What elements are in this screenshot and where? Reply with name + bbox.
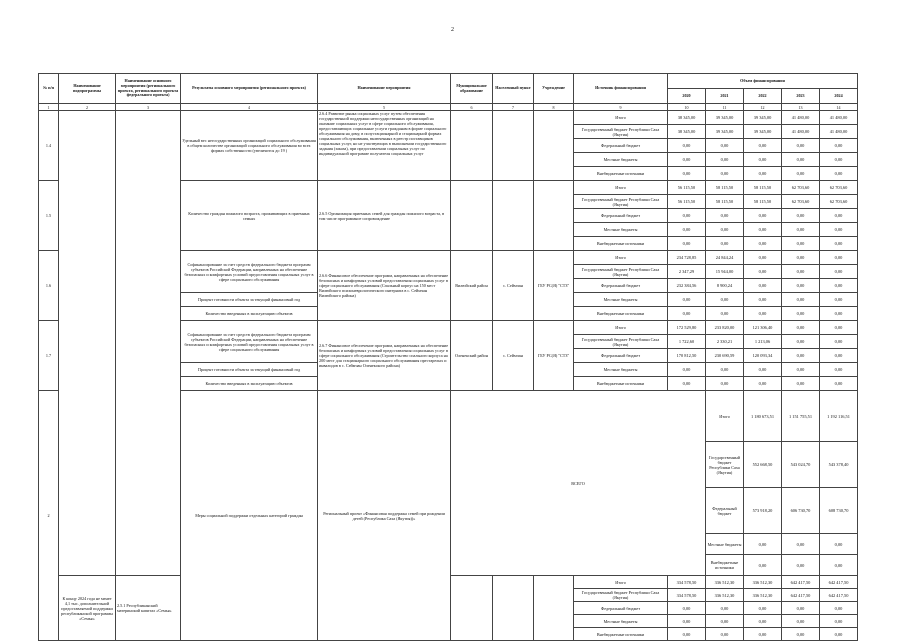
value-cell: 0,00 — [782, 628, 820, 641]
source-cell: Итого — [574, 251, 668, 265]
value-cell: 336 512,30 — [744, 576, 782, 589]
row-number: 1.7 — [39, 321, 59, 391]
municipality-cell-empty — [451, 111, 493, 181]
column-number: 13 — [782, 104, 820, 111]
value-cell: 39 345,00 — [706, 111, 744, 125]
value-cell: 0,00 — [744, 209, 782, 223]
value-cell: 0,00 — [668, 363, 706, 377]
value-cell: 0,00 — [706, 293, 744, 307]
institution-cell-empty — [534, 181, 574, 251]
value-cell: 608 730,70 — [820, 488, 858, 534]
value-cell: 0,00 — [782, 335, 820, 349]
value-cell: 0,00 — [668, 377, 706, 391]
value-cell: 0,00 — [820, 223, 858, 237]
source-cell: Федеральный бюджет — [706, 488, 744, 534]
main-event-cell: Региональный проект «Финансовая поддержка семей при рождении детей (Республика Саха (Якутия))» — [318, 391, 451, 641]
source-cell: Местные бюджеты — [574, 223, 668, 237]
value-cell: 0,00 — [706, 237, 744, 251]
header-subprogram: Наименование подпрограммы — [59, 74, 116, 104]
value-cell: 15 944,00 — [706, 265, 744, 279]
institution-cell-empty — [534, 576, 574, 641]
value-cell: 0,00 — [668, 293, 706, 307]
value-cell: 0,00 — [820, 293, 858, 307]
value-cell: 62 703,60 — [820, 195, 858, 209]
source-cell: Местные бюджеты — [574, 293, 668, 307]
event-cell: 2.6.7 Финансовое обеспечение программ, направленных на обеспечение безопасных и комфортных условий предоставления социальных услуг в сфере социального обслуживания (Строительство спального корпуса на 200 мест для стационарного социального обслуживания престарелых и инвалидов в с. Сеймчан Оленекского района) — [318, 321, 451, 391]
value-cell: 0,00 — [782, 555, 820, 576]
value-cell: 0,00 — [820, 139, 858, 153]
value-cell: 0,00 — [820, 321, 858, 335]
source-cell: Местные бюджеты — [574, 153, 668, 167]
column-number: 8 — [534, 104, 574, 111]
value-cell: 0,00 — [744, 377, 782, 391]
source-cell: Итого — [706, 391, 744, 442]
source-cell: Государственный бюджет Республики Саха (Якутия) — [574, 335, 668, 349]
value-cell: 0,00 — [744, 628, 782, 641]
value-cell: 0,00 — [706, 223, 744, 237]
column-number: 12 — [744, 104, 782, 111]
value-cell: 41 480,00 — [820, 111, 858, 125]
value-cell: 0,00 — [782, 377, 820, 391]
source-cell: Государственный бюджет Республики Саха (Якутия) — [706, 442, 744, 488]
value-cell: 334 578,50 — [668, 589, 706, 602]
value-cell: 0,00 — [744, 153, 782, 167]
value-cell: 0,00 — [668, 153, 706, 167]
header-settlement: Населенный пункт — [493, 74, 534, 104]
column-numbers-row — [39, 104, 858, 111]
result-cell: Количество введенных в эксплуатацию объектов — [181, 377, 318, 391]
settlement-cell: с. Сеймчан — [493, 321, 534, 391]
header-results: Результаты основного мероприятия (регионального проекта) — [181, 74, 318, 104]
value-cell: 24 844,24 — [706, 251, 744, 265]
value-cell: 0,00 — [782, 139, 820, 153]
result-cell: Процент готовности объекта за текущий финансовый год — [181, 363, 318, 377]
value-cell: 0,00 — [668, 223, 706, 237]
table-header-row — [39, 74, 858, 89]
value-cell: 0,00 — [820, 307, 858, 321]
value-cell: 0,00 — [782, 321, 820, 335]
source-cell: Государственный бюджет Республики Саха (Якутия) — [574, 195, 668, 209]
value-cell: 642 417,50 — [820, 576, 858, 589]
value-cell: 58 115,50 — [744, 195, 782, 209]
value-cell: 62 703,60 — [782, 195, 820, 209]
main-event-cell-empty — [116, 111, 181, 576]
value-cell: 336 512,30 — [706, 576, 744, 589]
value-cell: 38 345,00 — [668, 111, 706, 125]
value-cell: 41 480,00 — [782, 125, 820, 139]
value-cell: 0,00 — [706, 377, 744, 391]
total-label: ВСЕГО — [451, 391, 706, 576]
value-cell: 0,00 — [782, 237, 820, 251]
header-year: 2022 — [744, 89, 782, 104]
source-cell: Итого — [574, 321, 668, 335]
value-cell: 0,00 — [744, 237, 782, 251]
header-institution: Учреждение — [534, 74, 574, 104]
value-cell: 0,00 — [668, 628, 706, 641]
value-cell: 0,00 — [782, 167, 820, 181]
value-cell: 232 384,56 — [668, 279, 706, 293]
value-cell: 58 115,50 — [706, 181, 744, 195]
result-cell: Количество граждан пожилого возраста, проживающих в приемных семьях — [181, 181, 318, 251]
source-cell: Внебюджетные источники — [574, 167, 668, 181]
source-cell: Внебюджетные источники — [574, 307, 668, 321]
value-cell: 0,00 — [744, 293, 782, 307]
result-cell: К концу 2024 года не менее 4,1 тыс. дополнительной предоставляемой поддержки республиканской программы «Семья» — [59, 576, 116, 641]
column-number: 4 — [181, 104, 318, 111]
value-cell: 0,00 — [744, 251, 782, 265]
event-cell: 2.6.6 Финансовое обеспечение программ, направленных на обеспечение безопасных и комфортных условий предоставления социальных услуг в сфере социального обслуживания (Спальный корпус на 150 мест Вилюйского психоневрологического интерната в с. Сеймчан Вилюйского района) — [318, 251, 451, 321]
value-cell: 1 192 116,51 — [820, 391, 858, 442]
value-cell: 0,00 — [744, 555, 782, 576]
value-cell: 0,00 — [820, 555, 858, 576]
header-event: Наименование мероприятия — [318, 74, 451, 104]
value-cell: 642 417,50 — [782, 589, 820, 602]
value-cell: 0,00 — [706, 153, 744, 167]
page-number: 2 — [451, 27, 454, 33]
value-cell: 0,00 — [668, 209, 706, 223]
value-cell: 38 345,00 — [668, 125, 706, 139]
value-cell: 0,00 — [782, 209, 820, 223]
value-cell: 121 306,40 — [744, 321, 782, 335]
value-cell: 0,00 — [668, 602, 706, 615]
value-cell: 0,00 — [820, 377, 858, 391]
value-cell: 0,00 — [782, 534, 820, 555]
value-cell: 0,00 — [820, 602, 858, 615]
source-cell: Внебюджетные источники — [574, 237, 668, 251]
row-number: 1.4 — [39, 111, 59, 181]
value-cell: 0,00 — [820, 628, 858, 641]
value-cell: 230 690,59 — [706, 349, 744, 363]
value-cell: 0,00 — [706, 363, 744, 377]
value-cell: 0,00 — [744, 363, 782, 377]
value-cell: 0,00 — [668, 237, 706, 251]
subprogram-cell: Меры социальной поддержки отдельных категорий граждан — [181, 391, 318, 641]
value-cell: 0,00 — [782, 223, 820, 237]
result-cell: Количество введенных в эксплуатацию объектов — [181, 307, 318, 321]
municipality-cell-empty — [451, 576, 493, 641]
value-cell: 0,00 — [744, 167, 782, 181]
column-number: 3 — [116, 104, 181, 111]
column-number: 9 — [574, 104, 668, 111]
source-cell: Государственный бюджет Республики Саха (Якутия) — [574, 265, 668, 279]
value-cell: 0,00 — [744, 602, 782, 615]
value-cell: 336 512,30 — [744, 589, 782, 602]
value-cell: 0,00 — [820, 153, 858, 167]
header-main-event: Наименование основного мероприятия (регионального проекта, регионального проекта федерального проекта) — [116, 74, 181, 104]
header-num: № п/п — [39, 74, 59, 104]
value-cell: 0,00 — [744, 139, 782, 153]
event-cell: 2.6.4 Развитие рынка социальных услуг путем обеспечения государственной поддержки негосударственных организаций на оказание социальных услуг в сфере социального обслуживания, предоставляющих социальные услуги гражданам в форме социального обслуживания на дому, в полустационарной и стационарной формах социального обслуживания, включенных в реестр поставщиков социальных услуг, но не участвующих в выполнении государственного задания (заказа), при предоставлении социальных услуг по индивидуальной программе получателя социальных услуг — [318, 111, 451, 181]
value-cell: 642 417,50 — [820, 589, 858, 602]
header-source: Источник финансирования — [574, 74, 668, 104]
value-cell: 543 378,40 — [820, 442, 858, 488]
row-number: 1.6 — [39, 251, 59, 321]
program-funding-table — [38, 73, 858, 641]
value-cell: 233 820,00 — [706, 321, 744, 335]
value-cell: 39 345,00 — [744, 125, 782, 139]
value-cell: 0,00 — [782, 293, 820, 307]
value-cell: 0,00 — [668, 307, 706, 321]
value-cell: 0,00 — [744, 265, 782, 279]
source-cell: Государственный бюджет Республики Саха (Якутия) — [574, 125, 668, 139]
row-number: 1.5 — [39, 181, 59, 251]
value-cell: 606 730,70 — [782, 488, 820, 534]
value-cell: 0,00 — [782, 265, 820, 279]
municipality-cell: Вилюйский район — [451, 251, 493, 321]
value-cell: 0,00 — [782, 602, 820, 615]
result-cell: Процент готовности объекта за текущий финансовый год — [181, 293, 318, 307]
source-cell: Внебюджетные источники — [574, 377, 668, 391]
value-cell: 0,00 — [668, 615, 706, 628]
source-cell: Федеральный бюджет — [574, 209, 668, 223]
value-cell: 0,00 — [706, 139, 744, 153]
value-cell: 0,00 — [706, 167, 744, 181]
source-cell: Итого — [574, 181, 668, 195]
source-cell: Местные бюджеты — [574, 615, 668, 628]
value-cell: 336 512,30 — [706, 589, 744, 602]
column-number: 5 — [318, 104, 451, 111]
source-cell: Внебюджетные источники — [706, 555, 744, 576]
column-number: 11 — [706, 104, 744, 111]
value-cell: 41 480,00 — [820, 125, 858, 139]
header-year: 2023 — [782, 89, 820, 104]
value-cell: 1 722,60 — [668, 335, 706, 349]
result-cell: Софинансирование за счет средств федерального бюджета программ субъектов Российской Федерации, направленных на обеспечение безопасных и комфортных условий предоставления социальных услуг в сфере социального обслуживания — [181, 251, 318, 293]
value-cell: 120 093,34 — [744, 349, 782, 363]
value-cell: 62 703,60 — [820, 181, 858, 195]
value-cell: 0,00 — [668, 167, 706, 181]
value-cell: 0,00 — [820, 251, 858, 265]
value-cell: 2 330,21 — [706, 335, 744, 349]
source-cell: Федеральный бюджет — [574, 349, 668, 363]
value-cell: 56 115,50 — [668, 181, 706, 195]
column-number: 1 — [39, 104, 59, 111]
event-cell: 2.5.1 Республиканский материнский капитал «Семья» — [116, 576, 181, 641]
value-cell: 172 529,80 — [668, 321, 706, 335]
value-cell: 41 480,00 — [782, 111, 820, 125]
value-cell: 0,00 — [782, 615, 820, 628]
settlement-cell-empty — [493, 181, 534, 251]
source-cell: Федеральный бюджет — [574, 139, 668, 153]
value-cell: 0,00 — [744, 615, 782, 628]
value-cell: 0,00 — [706, 615, 744, 628]
source-cell: Государственный бюджет Республики Саха (Якутия) — [574, 589, 668, 602]
value-cell: 0,00 — [782, 279, 820, 293]
value-cell: 0,00 — [744, 534, 782, 555]
column-number: 2 — [59, 104, 116, 111]
value-cell: 1 213,06 — [744, 335, 782, 349]
value-cell: 0,00 — [820, 534, 858, 555]
source-cell: Итого — [574, 576, 668, 589]
municipality-cell-empty — [451, 181, 493, 251]
source-cell: Местные бюджеты — [706, 534, 744, 555]
value-cell: 39 345,00 — [744, 111, 782, 125]
value-cell: 0,00 — [706, 307, 744, 321]
source-cell: Итого — [574, 111, 668, 125]
value-cell: 0,00 — [820, 209, 858, 223]
source-cell: Федеральный бюджет — [574, 602, 668, 615]
value-cell: 56 115,50 — [668, 195, 706, 209]
source-cell: Местные бюджеты — [574, 363, 668, 377]
result-cell: Софинансирование за счет средств федерального бюджета программ субъектов Российской Федерации, направленных на обеспечение безопасных и комфортных условий предоставления социальных услуг в сфере социального обслуживания — [181, 321, 318, 363]
value-cell: 0,00 — [782, 153, 820, 167]
value-cell: 0,00 — [782, 251, 820, 265]
settlement-cell: с. Сеймчан — [493, 251, 534, 321]
value-cell: 0,00 — [820, 349, 858, 363]
value-cell: 334 578,50 — [668, 576, 706, 589]
value-cell: 642 417,50 — [782, 576, 820, 589]
value-cell: 1 151 755,51 — [782, 391, 820, 442]
value-cell: 0,00 — [706, 628, 744, 641]
header-year: 2020 — [668, 89, 706, 104]
result-cell: Удельный вес негосударственных организаций социального обслуживания в общем количестве организаций социального обслуживания во всех формах собственности (увеличится до 19 ) — [181, 111, 318, 181]
value-cell: 0,00 — [820, 237, 858, 251]
header-year: 2024 — [820, 89, 858, 104]
column-number: 14 — [820, 104, 858, 111]
header-year: 2021 — [706, 89, 744, 104]
value-cell: 39 345,00 — [706, 125, 744, 139]
value-cell: 0,00 — [744, 223, 782, 237]
value-cell: 0,00 — [820, 265, 858, 279]
value-cell: 573 918,20 — [744, 488, 782, 534]
value-cell: 170 812,50 — [668, 349, 706, 363]
column-number: 7 — [493, 104, 534, 111]
institution-cell-empty — [534, 111, 574, 181]
header-municipality: Муниципальное образование — [451, 74, 493, 104]
table-row — [39, 111, 858, 125]
value-cell: 0,00 — [744, 279, 782, 293]
value-cell: 58 115,50 — [706, 195, 744, 209]
header-funding: Объем финансирования — [668, 74, 858, 89]
value-cell: 0,00 — [820, 279, 858, 293]
value-cell: 0,00 — [668, 139, 706, 153]
value-cell: 0,00 — [744, 307, 782, 321]
value-cell: 0,00 — [782, 307, 820, 321]
value-cell: 0,00 — [706, 602, 744, 615]
source-cell: Федеральный бюджет — [574, 279, 668, 293]
value-cell: 0,00 — [820, 167, 858, 181]
value-cell: 0,00 — [706, 209, 744, 223]
subprogram-cell-empty — [59, 111, 116, 576]
value-cell: 543 024,70 — [782, 442, 820, 488]
settlement-cell-empty — [493, 576, 534, 641]
value-cell: 0,00 — [820, 335, 858, 349]
column-number: 6 — [451, 104, 493, 111]
municipality-cell: Оленекский район — [451, 321, 493, 391]
event-cell: 2.6.5 Организация приемных семей для граждан пожилого возраста, в том числе программное сопровождение — [318, 181, 451, 251]
value-cell: 0,00 — [782, 363, 820, 377]
value-cell: 2 347,29 — [668, 265, 706, 279]
value-cell: 0,00 — [820, 363, 858, 377]
value-cell: 8 900,24 — [706, 279, 744, 293]
source-cell: Внебюджетные источники — [574, 628, 668, 641]
value-cell: 0,00 — [820, 615, 858, 628]
institution-cell: ГБУ РС(Я) "СТЗ" — [534, 251, 574, 321]
row-number: 2 — [39, 391, 59, 641]
value-cell: 552 668,50 — [744, 442, 782, 488]
value-cell: 0,00 — [782, 349, 820, 363]
column-number: 10 — [668, 104, 706, 111]
settlement-cell-empty — [493, 111, 534, 181]
value-cell: 62 703,60 — [782, 181, 820, 195]
value-cell: 58 115,50 — [744, 181, 782, 195]
value-cell: 1 180 673,51 — [744, 391, 782, 442]
institution-cell: ГБУ РС(Я) "СТЗ" — [534, 321, 574, 391]
value-cell: 234 728,85 — [668, 251, 706, 265]
